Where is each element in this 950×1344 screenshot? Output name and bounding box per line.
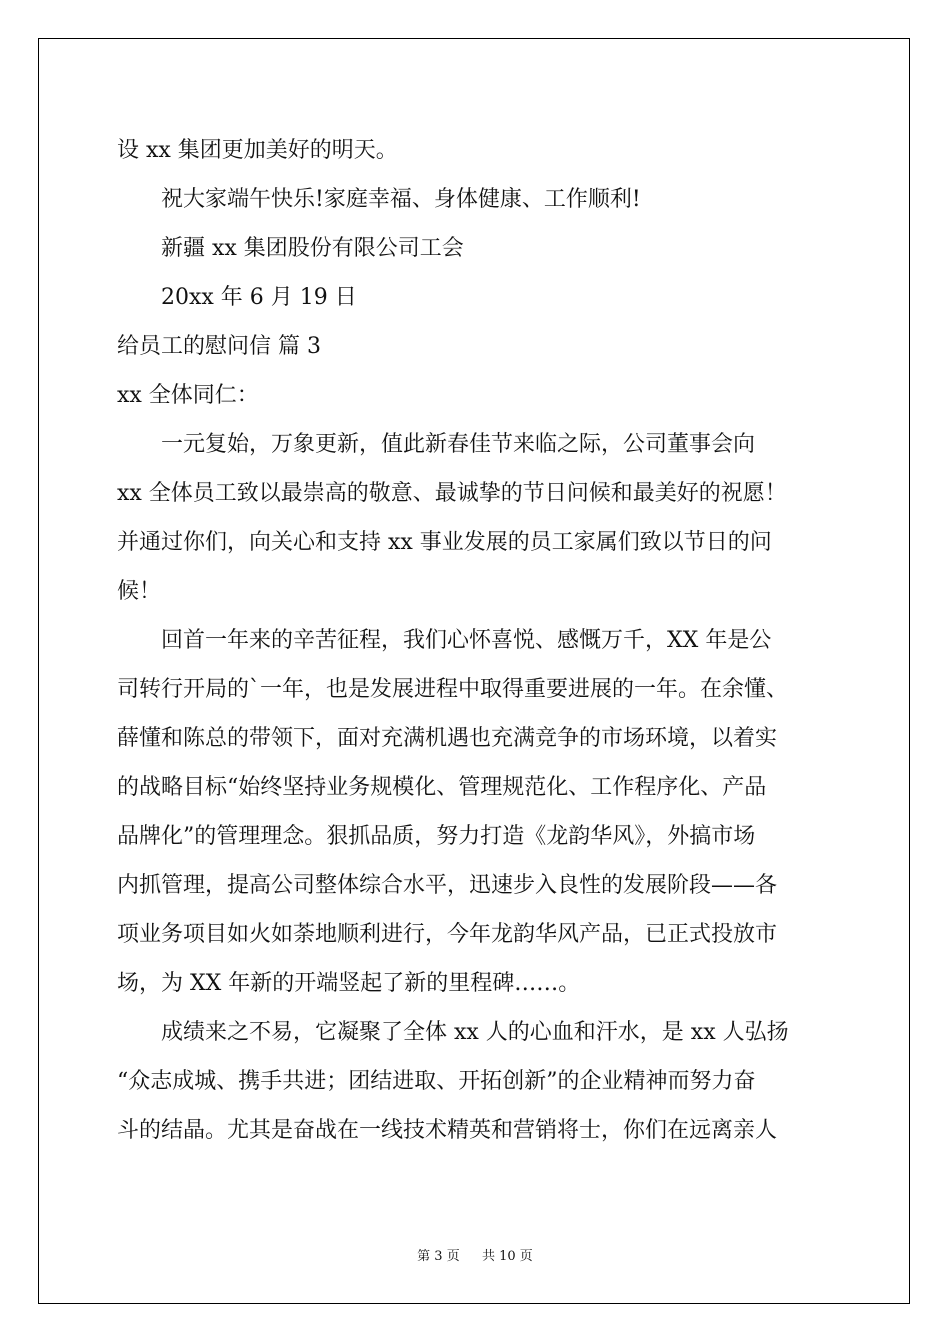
- text-line: 薛懂和陈总的带领下，面对充满机遇也充满竞争的市场环境，以着实: [117, 726, 778, 751]
- text-line: 司转行开局的`一年，也是发展进程中取得重要进展的一年。在余懂、: [117, 677, 789, 702]
- text-line: “众志成城、携手共进；团结进取、开拓创新”的企业精神而努力奋: [117, 1069, 756, 1094]
- text-line: 新疆 xx 集团股份有限公司工会: [161, 236, 464, 261]
- section-heading: 给员工的慰问信 篇 3: [117, 334, 321, 359]
- page-number: 第 3 页: [417, 1249, 460, 1264]
- text-line: 品牌化”的管理理念。狠抓品质，努力打造《龙韵华风》，外搞市场: [117, 824, 756, 849]
- text-line: 斗的结晶。尤其是奋战在一线技术精英和营销将士，你们在远离亲人: [117, 1118, 778, 1143]
- text-line: xx 全体员工致以最崇高的敬意、最诚挚的节日问候和最美好的祝愿！: [117, 481, 787, 506]
- salutation: xx 全体同仁：: [117, 383, 259, 408]
- text-line: 项业务项目如火如荼地顺利进行，今年龙韵华风产品，已正式投放市: [117, 922, 778, 947]
- text-line: 场，为 XX 年新的开端竖起了新的里程碑……。: [117, 971, 581, 996]
- text-line: 回首一年来的辛苦征程，我们心怀喜悦、感慨万千，XX 年是公: [161, 628, 772, 653]
- text-line: 内抓管理，提高公司整体综合水平，迅速步入良性的发展阶段——各: [117, 873, 778, 898]
- text-line: 并通过你们，向关心和支持 xx 事业发展的员工家属们致以节日的问: [117, 530, 772, 555]
- text-line: 成绩来之不易，它凝聚了全体 xx 人的心血和汗水，是 xx 人弘扬: [161, 1020, 789, 1045]
- document-body: [117, 126, 837, 1155]
- text-line: 候！: [117, 579, 162, 604]
- text-line: 的战略目标“始终坚持业务规模化、管理规范化、工作程序化、产品: [117, 775, 767, 800]
- date-line: 20xx 年 6 月 19 日: [161, 285, 357, 310]
- text-line: 设 xx 集团更加美好的明天。: [117, 138, 398, 163]
- page-total: 共 10 页: [482, 1249, 533, 1264]
- text-line: 一元复始，万象更新，值此新春佳节来临之际，公司董事会向: [161, 432, 756, 457]
- text-line: 祝大家端午快乐!家庭幸福、身体健康、工作顺利!: [161, 187, 641, 212]
- page-footer: [0, 1245, 950, 1264]
